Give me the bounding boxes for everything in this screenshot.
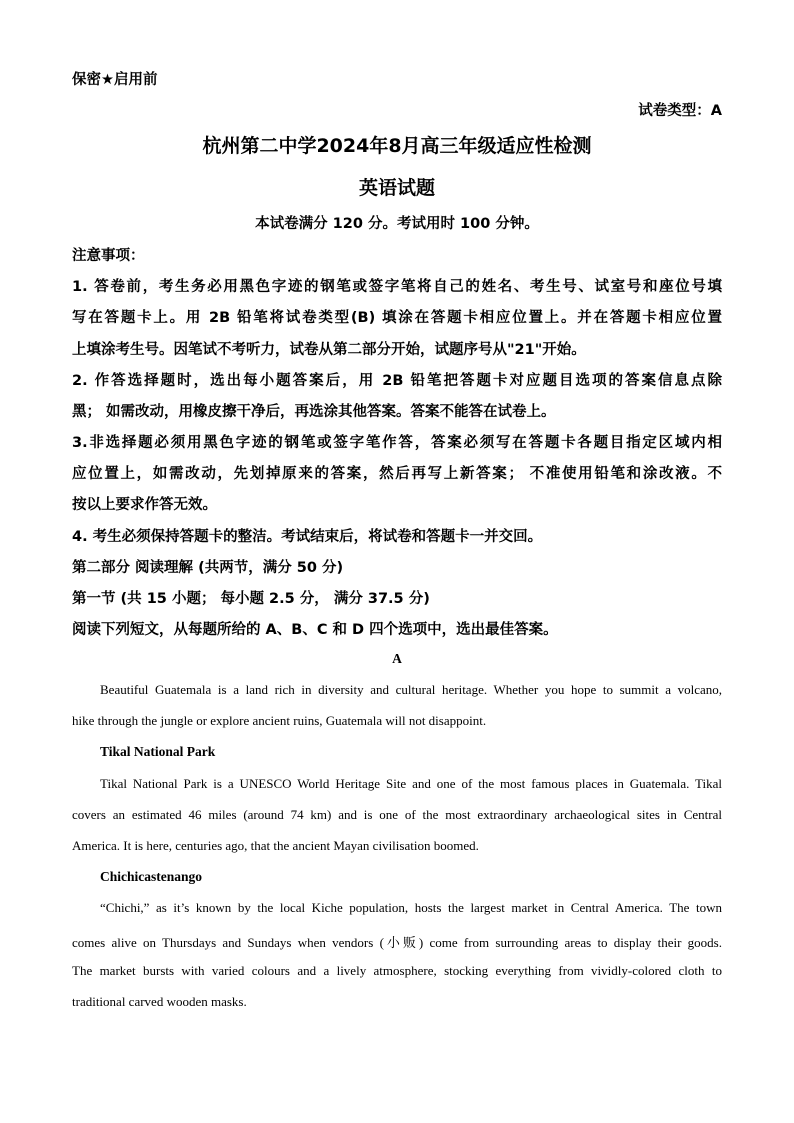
passage-line: traditional carved wooden masks. (72, 994, 247, 1009)
passage-line: comes alive on Thursdays and Sundays when vendors (小贩) come from surrounding areas to display their goods. (72, 935, 722, 950)
paper-type-label: 试卷类型：A (638, 103, 722, 119)
notice-line: 上填涂考生号。因笔试不考听力，试卷从第二部分开始，试题序号从"21"开始。 (72, 342, 586, 358)
passage-line: America. It is here, centuries ago, that the ancient Mayan civilisation boomed. (72, 838, 479, 853)
notice-heading: 注意事项： (72, 248, 145, 264)
notice-line: 应位置上，如需改动，先划掉原来的答案，然后再写上新答案； 不准使用铅笔和涂改液。不 (72, 466, 722, 482)
notice-line: 3.非选择题必须用黑色字迹的钢笔或签字笔作答，答案必须写在答题卡各题目指定区域内相 (72, 435, 722, 451)
passage-line: The market bursts with varied colours and a lively atmosphere, stocking everything from vividly-colored cloth to (72, 963, 722, 978)
passage-label: A (392, 651, 402, 666)
passage-line: hike through the jungle or explore ancient ruins, Guatemala will not disappoint. (72, 713, 487, 728)
section-part-heading: 第二部分 阅读理解 (共两节，满分 50 分) (72, 560, 344, 576)
passage-line: Beautiful Guatemala is a land rich in diversity and cultural heritage. Whether you hope to summit a volcano, (100, 682, 722, 697)
notice-line: 1. 答卷前，考生务必用黑色字迹的钢笔或签字笔将自己的姓名、考生号、试室号和座位号填 (72, 279, 722, 295)
confidential-label: 保密★启用前 (72, 72, 158, 88)
notice-line: 4. 考生必须保持答题卡的整洁。考试结束后，将试卷和答题卡一并交回。 (72, 529, 543, 545)
exam-title: 杭州第二中学2024年8月高三年级适应性检测 (202, 135, 592, 157)
tikal-heading: Tikal National Park (100, 744, 216, 759)
notice-line: 黑； 如需改动，用橡皮擦干净后，再选涂其他答案。答案不能答在试卷上。 (72, 404, 556, 420)
chichi-heading: Chichicastenango (100, 869, 203, 884)
passage-line: covers an estimated 46 miles (around 74 km) and is one of the most extraordinary archaeological sites in Central (72, 807, 722, 822)
reading-instruction: 阅读下列短文，从每题所给的 A、B、C 和 D 四个选项中，选出最佳答案。 (72, 622, 558, 638)
notice-line: 2. 作答选择题时，选出每小题答案后，用 2B 铅笔把答题卡对应题目选项的答案信息点除 (72, 373, 722, 389)
subject-title: 英语试题 (358, 177, 435, 199)
passage-line: “Chichi,” as it’s known by the local Kiche population, hosts the largest market in Central America. The town (100, 900, 722, 915)
score-time-info: 本试卷满分 120 分。考试用时 100 分钟。 (255, 216, 539, 232)
subsection-heading: 第一节 (共 15 小题； 每小题 2.5 分， 满分 37.5 分) (72, 591, 430, 607)
notice-line: 写在答题卡上。用 2B 铅笔将试卷类型(B) 填涂在答题卡相应位置上。并在答题卡相应位置 (72, 310, 722, 326)
notice-line: 按以上要求作答无效。 (72, 497, 217, 513)
passage-line: Tikal National Park is a UNESCO World Heritage Site and one of the most famous places in Guatemala. Tikal (100, 776, 722, 791)
